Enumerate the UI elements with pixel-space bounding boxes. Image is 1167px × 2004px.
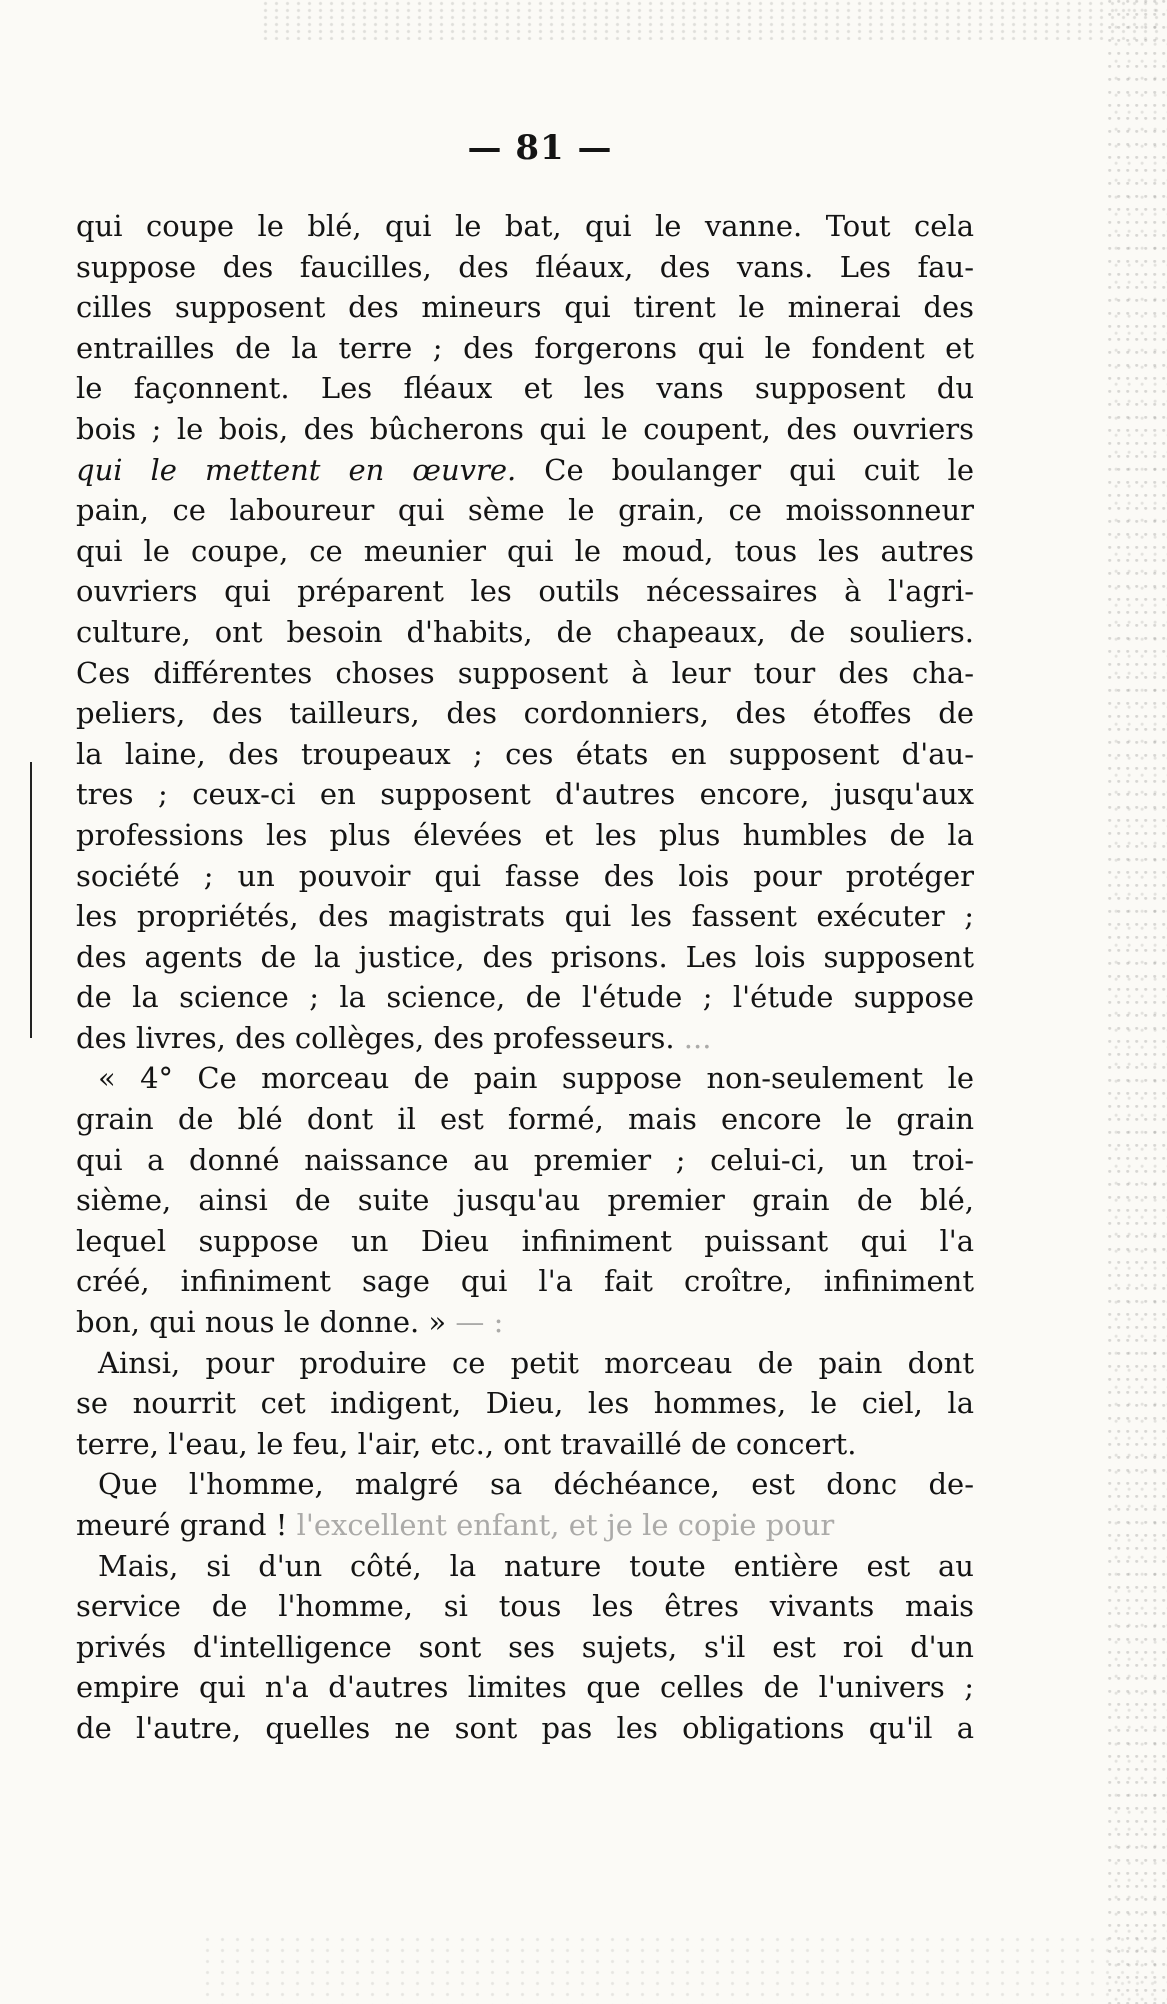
text-segment: la laine, des troupeaux ; ces états en supposent d'au- (76, 736, 974, 771)
page-top-speckle (260, 0, 1160, 40)
text-line (76, 937, 974, 978)
text-line (76, 1667, 974, 1708)
text-segment: tres ; ceux-ci en supposent d'autres encore, jusqu'aux (76, 777, 974, 812)
bleed-through-text: l'excellent enfant, et je le copie pour (296, 1508, 835, 1542)
text-line (76, 1383, 974, 1424)
text-segment: professions les plus élevées et les plus humbles de la (76, 817, 974, 852)
text-segment: bon, qui nous le donne. » (76, 1305, 447, 1340)
text-line (76, 1302, 974, 1343)
text-line (76, 1424, 974, 1465)
bleed-through-text: ... (683, 1020, 712, 1055)
page-edge-speckle (1107, 0, 1167, 2004)
text-segment: suppose des faucilles, des fléaux, des vans. Les fau- (76, 249, 974, 284)
text-segment: Ainsi, pour produire ce petit morceau de pain dont (98, 1345, 974, 1380)
text-line (76, 1221, 974, 1262)
text-segment: créé, infiniment sage qui l'a fait croître, infiniment (76, 1264, 974, 1299)
text-line (76, 490, 974, 531)
text-segment: « 4° Ce morceau de pain suppose non-seulement le (98, 1061, 974, 1096)
text-line (76, 612, 974, 653)
body-text (76, 206, 974, 1749)
text-segment: peliers, des tailleurs, des cordonniers, des étoffes de (76, 696, 974, 731)
text-segment: Ces différentes choses supposent à leur tour des cha- (76, 655, 974, 690)
text-line (76, 1058, 974, 1099)
text-segment: société ; un pouvoir qui fasse des lois pour protéger (76, 858, 974, 893)
bleed-through-text: — : (455, 1305, 504, 1340)
text-line (76, 1546, 974, 1587)
text-segment: se nourrit cet indigent, Dieu, les hommes, le ciel, la (76, 1386, 974, 1421)
text-segment: de la science ; la science, de l'étude ; l'étude suppose (76, 980, 974, 1015)
text-line (76, 856, 974, 897)
text-line (76, 774, 974, 815)
text-line (76, 206, 974, 247)
text-line (76, 693, 974, 734)
text-segment: de l'autre, quelles ne sont pas les obligations qu'il a (76, 1710, 974, 1745)
text-segment: qui a donné naissance au premier ; celui-ci, un troi- (76, 1142, 974, 1177)
text-line (76, 1018, 974, 1059)
text-line (76, 287, 974, 328)
text-segment: qui coupe le blé, qui le bat, qui le vanne. Tout cela (76, 209, 974, 243)
text-line (76, 450, 974, 491)
text-line (76, 1708, 974, 1749)
text-segment: grain de blé dont il est formé, mais encore le grain (76, 1102, 974, 1137)
text-line (76, 1464, 974, 1505)
text-segment: Ce boulanger qui cuit le (516, 452, 974, 487)
text-line (76, 368, 974, 409)
text-segment: Que l'homme, malgré sa déchéance, est donc de- (98, 1467, 974, 1502)
text-line (76, 734, 974, 775)
text-line (76, 977, 974, 1018)
text-segment: cilles supposent des mineurs qui tirent le minerai des (76, 290, 974, 325)
italic-text: qui le mettent en œuvre. (76, 452, 517, 487)
text-segment: pain, ce laboureur qui sème le grain, ce moissonneur (76, 493, 974, 528)
text-line (76, 896, 974, 937)
text-segment: ouvriers qui préparent les outils nécessaires à l'agri- (76, 574, 974, 609)
page-bottom-speckle (200, 1934, 1160, 2004)
text-segment: qui le coupe, ce meunier qui le moud, tous les autres (76, 533, 974, 568)
page-number: — 81 — (467, 128, 613, 168)
text-line (76, 653, 974, 694)
text-line (76, 1099, 974, 1140)
text-line (76, 1180, 974, 1221)
text-line (76, 571, 974, 612)
text-segment: des agents de la justice, des prisons. Les lois supposent (76, 939, 974, 974)
text-line (76, 1140, 974, 1181)
text-segment: terre, l'eau, le feu, l'air, etc., ont travaillé de concert. (76, 1426, 857, 1461)
text-line (76, 531, 974, 572)
text-line (76, 1505, 974, 1546)
text-segment: des livres, des collèges, des professeurs. (76, 1020, 675, 1055)
margin-marking-line (30, 762, 32, 1038)
text-segment: culture, ont besoin d'habits, de chapeaux, de souliers. (76, 614, 974, 649)
text-segment: les propriétés, des magistrats qui les fassent exécuter ; (76, 899, 974, 934)
text-line (76, 409, 974, 450)
text-segment: entrailles de la terre ; des forgerons qui le fondent et (76, 330, 974, 365)
text-segment: service de l'homme, si tous les êtres vivants mais (76, 1589, 974, 1624)
text-segment: sième, ainsi de suite jusqu'au premier grain de blé, (76, 1183, 974, 1218)
text-line (76, 1343, 974, 1384)
text-line (76, 1586, 974, 1627)
text-line (76, 815, 974, 856)
text-line (76, 328, 974, 369)
text-line (76, 1627, 974, 1668)
text-segment: privés d'intelligence sont ses sujets, s'il est roi d'un (76, 1629, 974, 1664)
text-segment: Mais, si d'un côté, la nature toute entière est au (98, 1548, 974, 1583)
text-line (76, 1261, 974, 1302)
text-line (76, 247, 974, 288)
text-segment: lequel suppose un Dieu infiniment puissant qui l'a (76, 1223, 974, 1258)
text-segment: bois ; le bois, des bûcherons qui le coupent, des ouvriers (76, 411, 974, 446)
text-segment: meuré grand ! (76, 1508, 288, 1542)
text-segment: empire qui n'a d'autres limites que celles de l'univers ; (76, 1670, 974, 1705)
text-segment: le façonnent. Les fléaux et les vans supposent du (76, 371, 974, 406)
